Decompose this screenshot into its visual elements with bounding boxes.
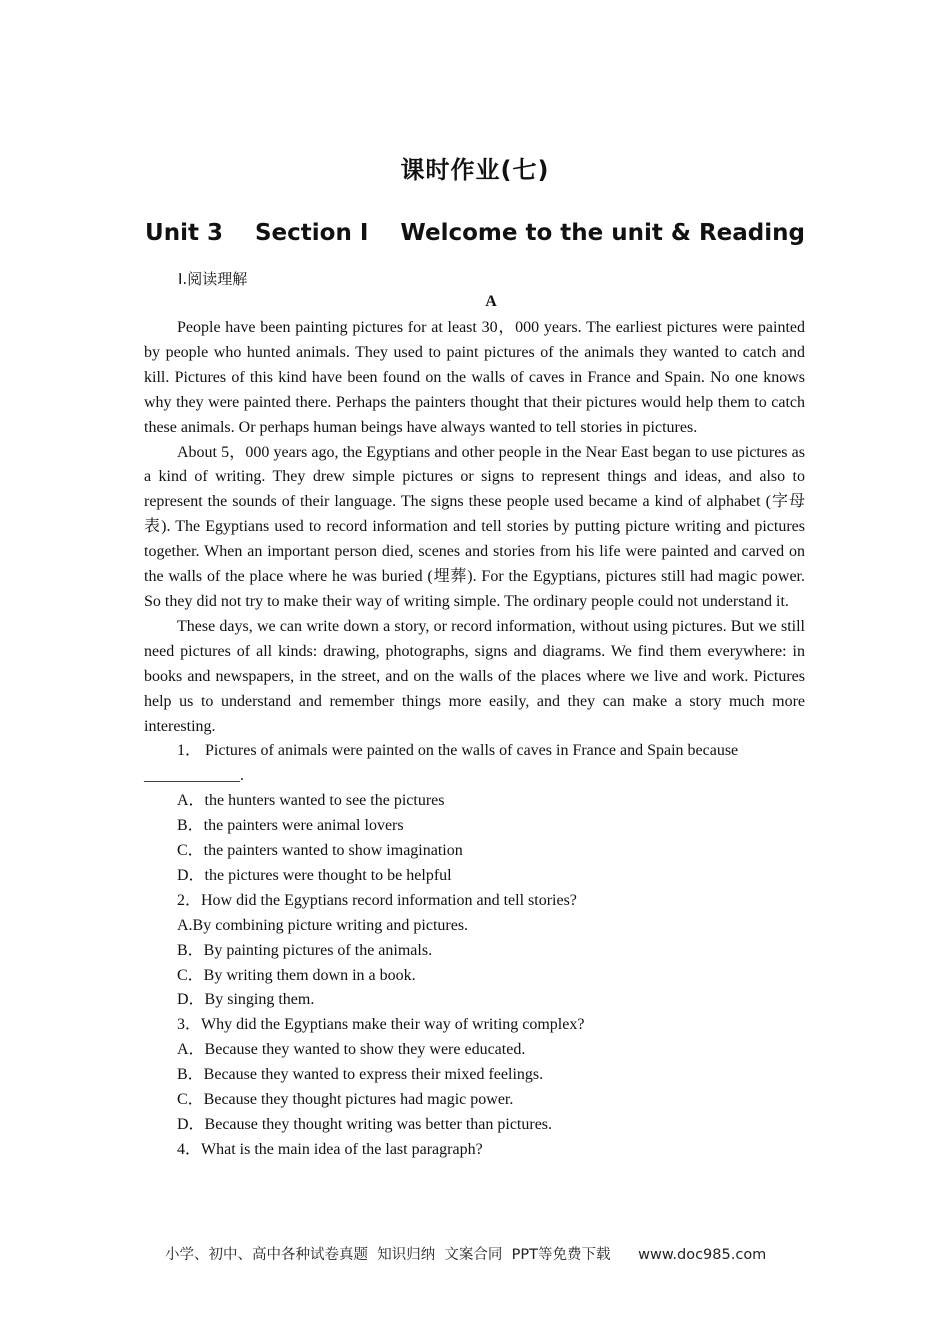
answer-option: C．By writing them down in a book. [177,966,416,984]
answer-option: C．the painters wanted to show imagination [177,842,463,860]
question-stem: 2．How did the Egyptians record information and tell stories? [177,891,577,909]
answer-blank: ____________. [144,767,244,785]
answer-option: B．the painters were animal lovers [177,817,404,835]
answer-option: B．Because they wanted to express their mixed feelings. [177,1066,544,1084]
passage-label: A [485,293,497,310]
paragraph: People have been painting pictures for at least 30，000 years. The earliest pictures were painted by people who hunted animals. They used to paint pictures of the animals they wanted to catch and kill. Pictures of this kind have been found on the walls of caves in France and Spain. No one knows why they were painted there. Perhaps the painters thought that their pictures would help them to catch these animals. Or perhaps human beings have always wanted to tell stories in pictures. [144,319,805,436]
answer-option: D．the pictures were thought to be helpful [177,866,452,884]
answer-option: D．Because they thought writing was better than pictures. [177,1116,553,1133]
answer-option: B．By painting pictures of the animals. [177,941,433,959]
passage-body [144,316,805,1163]
page-title: 课时作业(七) [400,156,550,184]
answer-option: A.By combining picture writing and pictures. [177,916,469,934]
question-stem: 4．What is the main idea of the last paragraph? [177,1140,483,1158]
answer-option: D．By singing them. [177,991,315,1009]
paragraph: These days, we can write down a story, or record information, without using pictures. But we still need pictures of all kinds: drawing, photographs, signs and diagrams. We find them everywhere: in books and newspapers, in the street, and on the walls of the places where we live and work. Pictures help us to understand and remember things more easily, and they can make a story much more interesting. [144,617,805,735]
section-heading: Ⅰ.阅读理解 [178,270,248,288]
answer-option: A．Because they wanted to show they were educated. [177,1041,526,1059]
answer-option: A．the hunters wanted to see the pictures [177,792,445,810]
question-stem: 3．Why did the Egyptians make their way of writing complex? [177,1016,585,1034]
page-footer: 小学、初中、高中各种试卷真题 知识归纳 文案合同 PPT等免费下载 www.doc985.com [165,1247,767,1263]
question-stem: 1． Pictures of animals were painted on the walls of caves in France and Spain because [177,742,739,760]
unit-title: Unit 3 Section Ⅰ Welcome to the unit & Reading [145,220,805,246]
answer-option: C．Because they thought pictures had magic power. [177,1091,514,1109]
paragraph: About 5，000 years ago, the Egyptians and other people in the Near East began to use pictures as a kind of writing. They drew simple pictures or signs to represent things and ideas, and also to represent the sounds of their language. The signs these people used became a kind of alphabet (字母表). The Egyptians used to record information and tell stories by putting picture writing and pictures together. When an important person died, scenes and stories from his life were painted and carved on the walls of the place where he was buried (埋葬). For the Egyptians, pictures still had magic power. So they did not try to make their way of writing simple. The ordinary people could not understand it. [144,443,805,610]
